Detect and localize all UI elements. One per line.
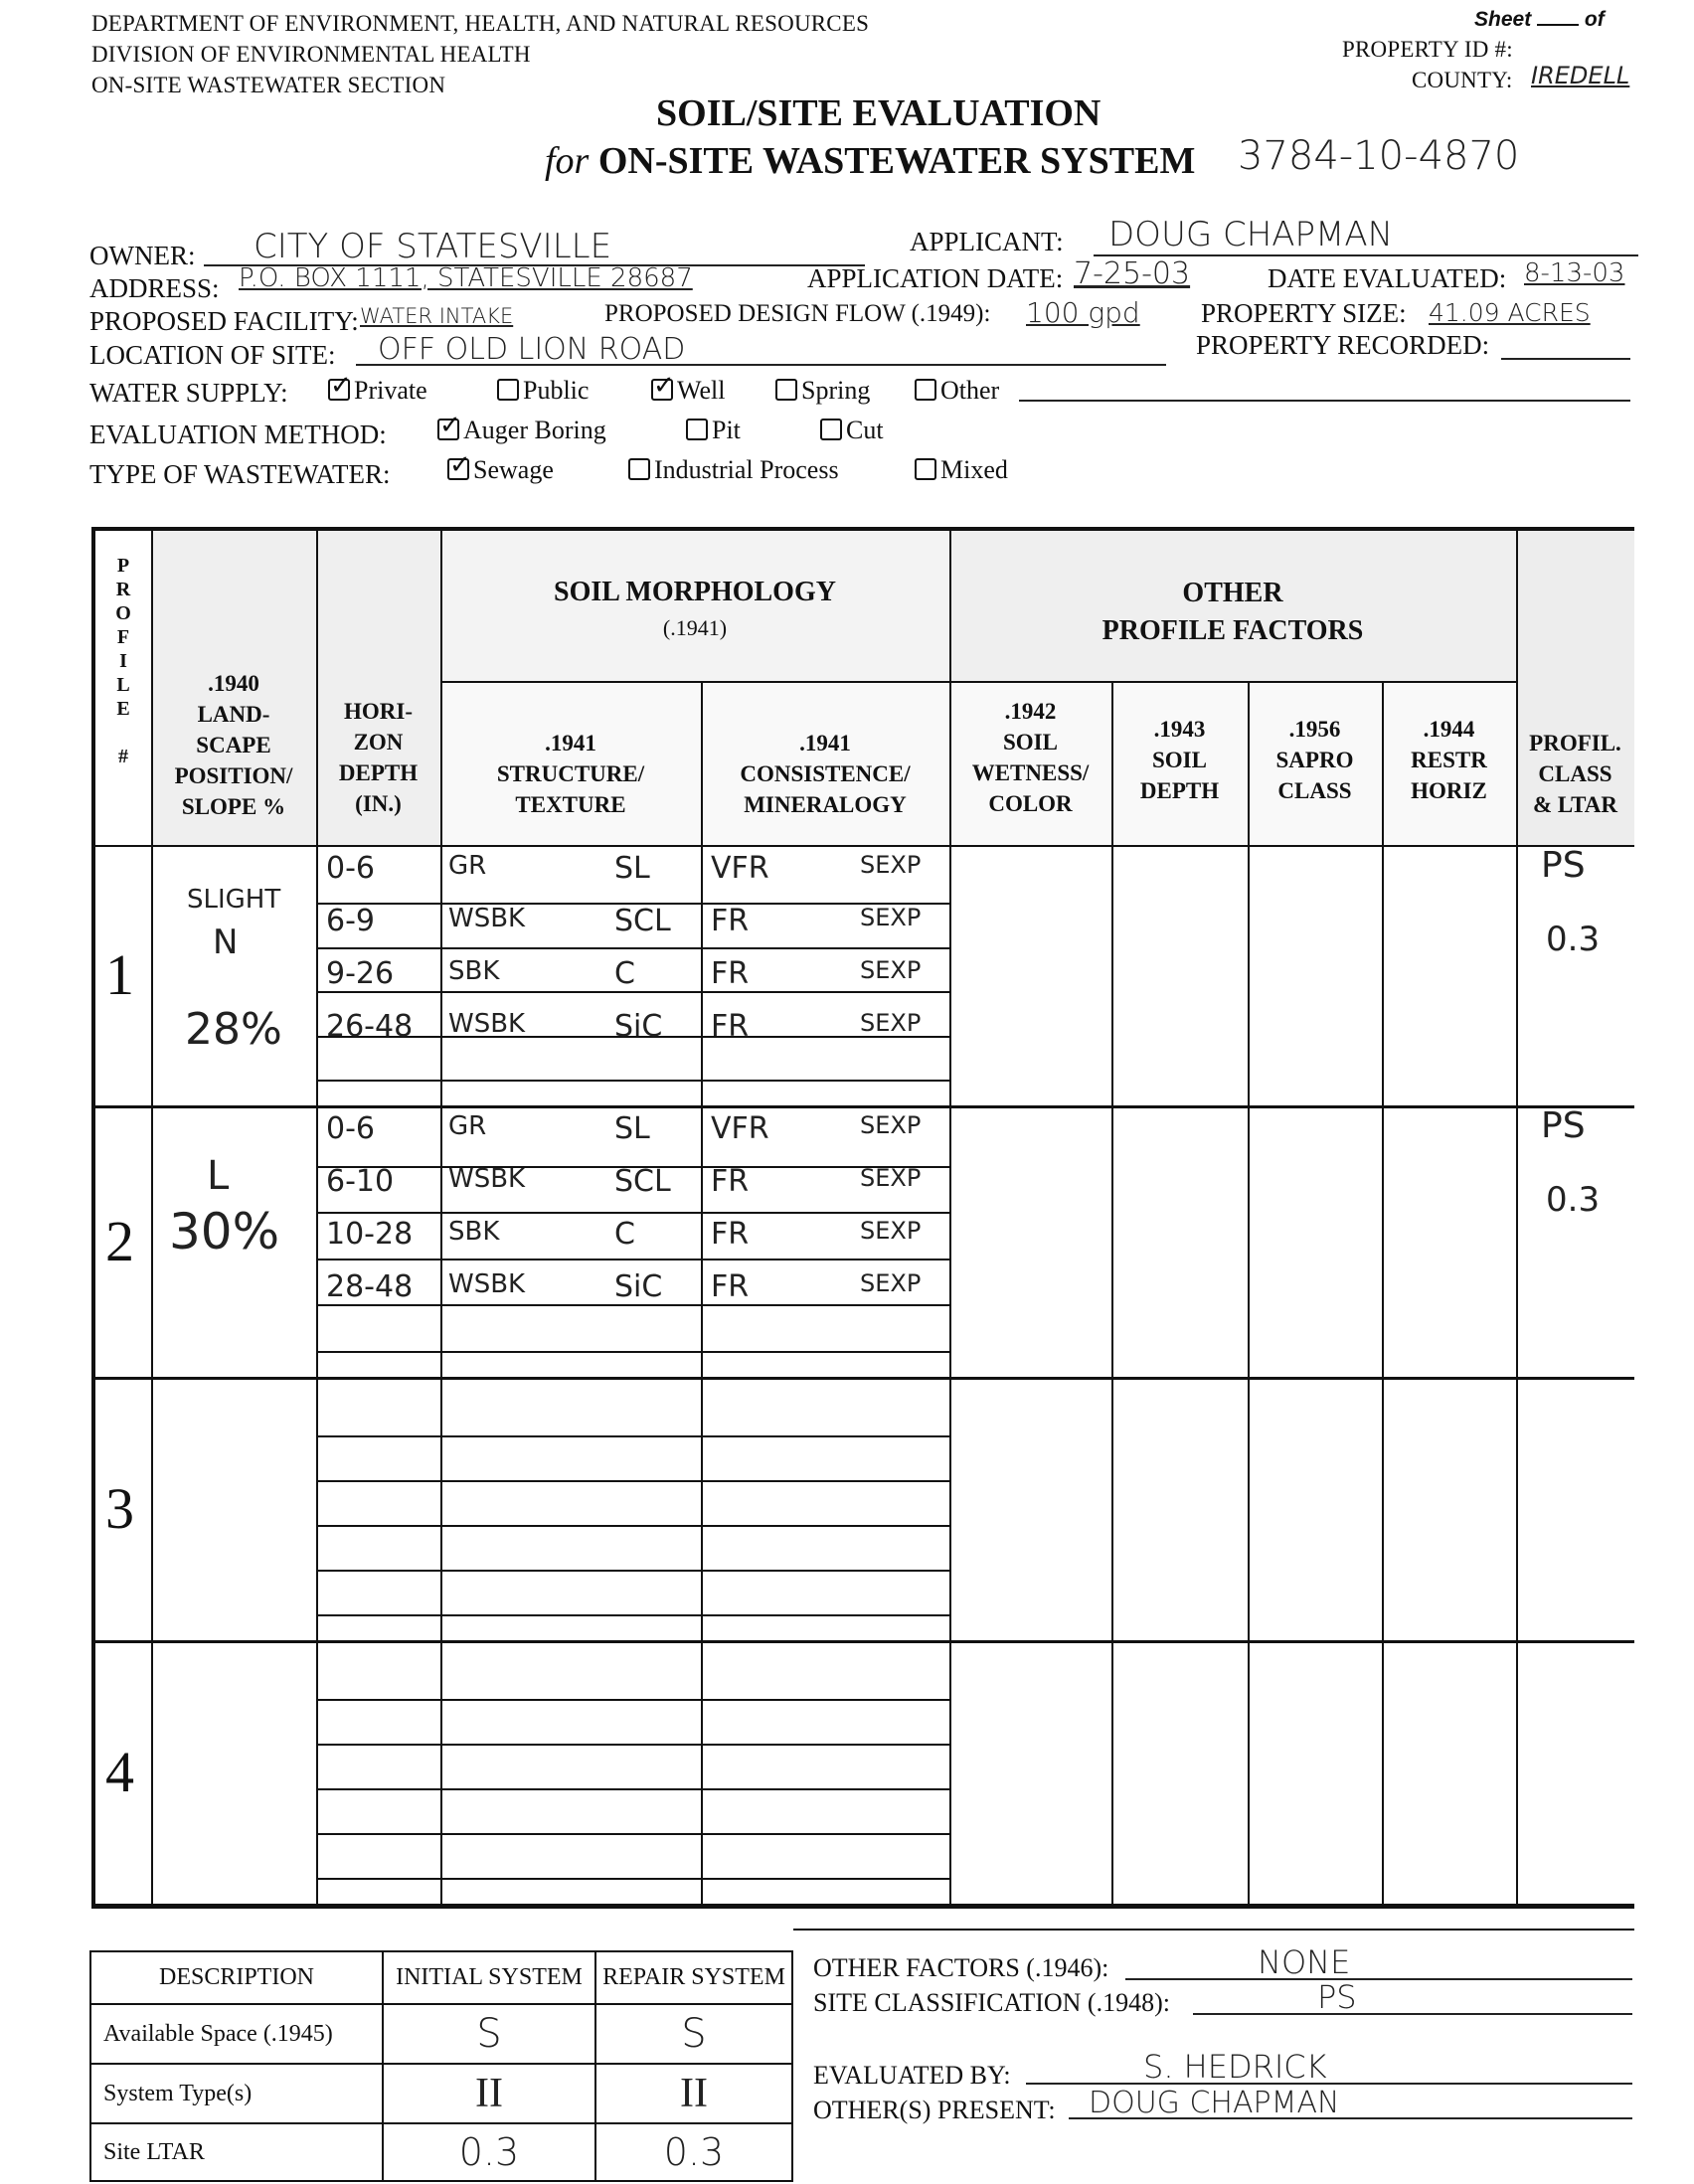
restr-horiz-header-line: HORIZ	[1411, 778, 1487, 803]
horizon-depth-value[interactable]: 28-48	[326, 1269, 414, 1304]
table-top-border	[91, 527, 1634, 531]
available-space-initial[interactable]: S	[383, 2004, 595, 2064]
structure-texture-header	[440, 728, 701, 820]
profile-class-ltar-header	[1516, 728, 1634, 820]
structure-value[interactable]: WSBK	[448, 1269, 526, 1299]
soil-wetness-header	[949, 696, 1111, 819]
owner-label: OWNER:	[89, 241, 196, 270]
evaluation-method-option[interactable]	[686, 416, 741, 445]
restr-horiz-header	[1382, 714, 1516, 806]
structure-value[interactable]: WSBK	[448, 1009, 526, 1039]
water-supply-option-label: Spring	[801, 376, 871, 405]
mineralogy-value[interactable]: SEXP	[860, 1111, 922, 1139]
evaluation-method-label: EVALUATION METHOD:	[89, 420, 387, 449]
soil-depth-header-line: SOIL	[1152, 748, 1207, 772]
horizon-depth-value[interactable]: 0-6	[326, 851, 375, 886]
owner-value[interactable]: CITY OF STATESVILLE	[254, 227, 612, 266]
wastewater-type-option-label: Industrial Process	[654, 455, 839, 484]
evaluated-by-value[interactable]: S. HEDRICK	[1143, 2048, 1327, 2086]
property-recorded-label: PROPERTY RECORDED:	[1196, 330, 1490, 360]
texture-value[interactable]: SCL	[614, 904, 671, 938]
soil-morphology-sub: (.1941)	[662, 615, 728, 640]
agency-block	[91, 8, 869, 100]
texture-value[interactable]: C	[614, 1217, 635, 1252]
evaluation-method-option[interactable]	[820, 416, 884, 445]
landscape-header-line: SLOPE %	[181, 794, 286, 819]
system-type-label: System Type(s)	[90, 2064, 383, 2123]
structure-value[interactable]: SBK	[448, 1217, 500, 1247]
soil-morphology-title: SOIL MORPHOLOGY	[554, 577, 836, 607]
mineralogy-value[interactable]: SEXP	[860, 956, 922, 984]
profile-number: 3	[105, 1475, 134, 1541]
column-divider	[1248, 681, 1250, 1904]
sheet-label: Sheet of	[1474, 8, 1605, 31]
dept-name: DEPARTMENT OF ENVIRONMENT, HEALTH, AND NATURAL RESOURCES	[91, 11, 870, 36]
profile-number: 2	[105, 1208, 134, 1273]
horizon-depth-value[interactable]: 9-26	[326, 956, 395, 991]
landscape-header	[151, 668, 316, 822]
horizon-row-line	[316, 1304, 949, 1306]
horizon-depth-value[interactable]: 26-48	[326, 1009, 414, 1044]
horizon-row-line	[316, 1614, 949, 1616]
structure-value[interactable]: GR	[448, 1111, 487, 1141]
application-date-label: APPLICATION DATE:	[807, 263, 1064, 293]
horizon-depth-value[interactable]: 0-6	[326, 1111, 375, 1146]
wastewater-type-option-label: Sewage	[473, 455, 554, 484]
address-label: ADDRESS:	[89, 273, 220, 303]
column-divider	[1111, 681, 1113, 1904]
profile-ltar-value[interactable]: 0.3	[1546, 1180, 1601, 1220]
structure-texture-header-line: .1941	[545, 731, 596, 756]
application-date-value[interactable]: 7-25-03	[1074, 256, 1191, 291]
wastewater-type-label: TYPE OF WASTEWATER:	[89, 459, 391, 489]
others-present-value[interactable]: DOUG CHAPMAN	[1089, 2086, 1340, 2120]
horizon-depth-header	[316, 696, 440, 819]
profile-separator	[91, 1640, 1634, 1643]
horizon-row-line	[316, 1570, 949, 1572]
site-ltar-label: Site LTAR	[90, 2123, 383, 2181]
horizon-row-line	[316, 1699, 949, 1701]
restr-horiz-header-line: RESTR	[1411, 748, 1487, 772]
checkbox-icon[interactable]	[775, 379, 797, 401]
consistence-value[interactable]: VFR	[711, 851, 769, 886]
consistence-value[interactable]: FR	[711, 1164, 750, 1199]
horizon-depth-header-line: (IN.)	[355, 791, 402, 816]
landscape-value[interactable]: 28%	[185, 1004, 282, 1055]
description-header: DESCRIPTION	[90, 1951, 383, 2004]
checkbox-icon[interactable]	[447, 458, 469, 480]
water-supply-option[interactable]	[775, 376, 870, 406]
consistence-mineralogy-header-line: CONSISTENCE/	[740, 761, 911, 786]
horizon-row-line	[316, 1435, 949, 1437]
consistence-value[interactable]: FR	[711, 1269, 750, 1304]
structure-value[interactable]: WSBK	[448, 904, 526, 933]
landscape-header-line: .1940	[208, 671, 259, 696]
structure-texture-header-line: STRUCTURE/	[496, 761, 645, 786]
water-supply-option[interactable]	[328, 376, 427, 406]
evaluation-method-option[interactable]	[437, 416, 606, 445]
profile-ltar-value[interactable]: 0.3	[1546, 920, 1601, 959]
profile-number-header	[95, 555, 151, 776]
wastewater-type-option[interactable]	[628, 455, 839, 485]
soil-wetness-header-line: COLOR	[988, 791, 1073, 816]
texture-value[interactable]: C	[614, 956, 635, 991]
system-summary-table	[89, 1950, 793, 2182]
horizon-row-line	[316, 1259, 949, 1260]
design-flow-value[interactable]: 100 gpd	[1026, 296, 1140, 329]
landscape-value[interactable]: SLIGHT	[187, 885, 281, 915]
wastewater-type-option[interactable]	[915, 455, 1008, 485]
horizon-row-line	[316, 1833, 949, 1835]
profile-header-text: PROFILE #	[112, 555, 134, 769]
horizon-row-line	[316, 1744, 949, 1746]
header-bottom-line	[91, 845, 1634, 847]
horizon-depth-header-line: DEPTH	[338, 760, 419, 785]
county-value[interactable]: IREDELL	[1531, 62, 1630, 89]
evaluation-method-option-label: Pit	[712, 416, 741, 444]
wastewater-type-option[interactable]	[447, 455, 554, 485]
checkbox-icon[interactable]	[497, 379, 519, 401]
horizon-row-line	[316, 1080, 949, 1082]
site-classification-value[interactable]: PS	[1317, 1978, 1357, 2016]
form-title: SOIL/SITE EVALUATION	[656, 92, 1101, 134]
consistence-value[interactable]: FR	[711, 1217, 750, 1252]
checkbox-icon[interactable]	[437, 419, 459, 440]
available-space-label: Available Space (.1945)	[90, 2004, 383, 2064]
consistence-value[interactable]: VFR	[711, 1111, 769, 1146]
horizon-row-line	[316, 991, 949, 993]
property-id-label: PROPERTY ID #:	[1342, 37, 1513, 62]
soil-wetness-header-line: SOIL	[1003, 730, 1058, 755]
applicant-value[interactable]: DOUG CHAPMAN	[1108, 215, 1394, 254]
landscape-value[interactable]: 30%	[169, 1203, 280, 1260]
section-name: ON-SITE WASTEWATER SECTION	[91, 73, 446, 97]
location-label: LOCATION OF SITE:	[89, 340, 336, 370]
profile-separator	[91, 1377, 1634, 1380]
profile-class-ltar-header-line: CLASS	[1538, 761, 1612, 786]
texture-value[interactable]: SiC	[614, 1269, 663, 1304]
landscape-header-line: SCAPE	[196, 733, 271, 757]
sapro-class-header	[1248, 714, 1382, 806]
column-divider	[1382, 681, 1384, 1904]
profile-class-value[interactable]: PS	[1541, 1105, 1586, 1146]
date-evaluated-label: DATE EVALUATED:	[1268, 263, 1507, 293]
soil-wetness-header-line: WETNESS/	[971, 760, 1090, 785]
evaluation-method-option-label: Auger Boring	[463, 416, 606, 444]
design-flow-label: PROPOSED DESIGN FLOW (.1949):	[604, 300, 991, 327]
site-ltar-initial[interactable]: 0.3	[383, 2123, 595, 2181]
sapro-class-header-line: .1956	[1288, 717, 1341, 742]
landscape-header-line: POSITION/	[174, 763, 293, 788]
other-header-line2: PROFILE FACTORS	[1101, 615, 1364, 646]
landscape-value[interactable]: L	[207, 1153, 230, 1199]
texture-value[interactable]: SCL	[614, 1164, 671, 1199]
texture-value[interactable]: SiC	[614, 1009, 663, 1044]
sapro-class-header-line: CLASS	[1277, 778, 1352, 803]
horizon-depth-value[interactable]: 10-28	[326, 1217, 414, 1252]
checkbox-icon[interactable]	[628, 458, 650, 480]
horizon-row-line	[316, 1480, 949, 1482]
horizon-row-line	[316, 1525, 949, 1527]
checkbox-icon[interactable]	[820, 419, 842, 440]
other-header-line1: OTHER	[1182, 578, 1283, 608]
water-supply-option[interactable]	[915, 376, 999, 406]
profile-separator	[91, 1105, 1634, 1108]
soil-wetness-header-line: .1942	[1004, 699, 1057, 724]
checkbox-icon[interactable]	[328, 379, 350, 401]
horizon-depth-value[interactable]: 6-9	[326, 904, 375, 938]
landscape-value[interactable]: N	[213, 923, 239, 962]
profile-class-ltar-header-line: & LTAR	[1533, 792, 1617, 817]
other-factors-value[interactable]: NONE	[1258, 1943, 1351, 1981]
water-supply-option-label: Other	[940, 376, 1000, 405]
facility-value[interactable]: WATER INTAKE	[360, 304, 514, 328]
mineralogy-value[interactable]: SEXP	[860, 1009, 922, 1037]
mineralogy-value[interactable]: SEXP	[860, 904, 922, 931]
bottom-divider	[793, 1929, 1634, 1931]
facility-label: PROPOSED FACILITY:	[89, 306, 359, 336]
other-profile-factors-header	[949, 575, 1516, 650]
structure-value[interactable]: WSBK	[448, 1164, 526, 1194]
division-name: DIVISION OF ENVIRONMENTAL HEALTH	[91, 42, 531, 67]
profile-class-value[interactable]: PS	[1541, 845, 1586, 886]
horizon-row-line	[316, 1788, 949, 1790]
property-size-value[interactable]: 41.09 ACRES	[1429, 298, 1591, 327]
horizon-row-line	[316, 1878, 949, 1880]
water-supply-option-label: Public	[523, 376, 590, 405]
checkbox-icon[interactable]	[651, 379, 673, 401]
county-label: COUNTY:	[1412, 68, 1513, 92]
horizon-depth-value[interactable]: 6-10	[326, 1164, 395, 1199]
mineralogy-value[interactable]: SEXP	[860, 1269, 922, 1297]
soil-morphology-header	[440, 575, 949, 646]
water-supply-label: WATER SUPPLY:	[89, 378, 288, 408]
available-space-repair[interactable]: S	[595, 2004, 792, 2064]
profile-number: 4	[105, 1739, 134, 1804]
horizon-row-line	[316, 1212, 949, 1214]
property-size-label: PROPERTY SIZE:	[1201, 298, 1407, 328]
structure-value[interactable]: SBK	[448, 956, 500, 986]
site-ltar-repair[interactable]: 0.3	[595, 2123, 792, 2181]
soil-depth-header	[1111, 714, 1248, 806]
column-divider	[701, 681, 703, 1904]
water-supply-option[interactable]	[651, 376, 725, 406]
horizon-depth-header-line: ZON	[353, 730, 404, 755]
initial-system-header: INITIAL SYSTEM	[383, 1951, 595, 2004]
horizon-row-line	[316, 1351, 949, 1353]
consistence-value[interactable]: FR	[711, 1009, 750, 1044]
structure-texture-header-line: TEXTURE	[515, 792, 626, 817]
repair-system-header: REPAIR SYSTEM	[595, 1951, 792, 2004]
texture-value[interactable]: SL	[614, 1111, 650, 1146]
address-value[interactable]: P.O. BOX 1111, STATESVILLE 28687	[239, 263, 693, 293]
soil-depth-header-line: DEPTH	[1139, 778, 1220, 803]
system-type-initial[interactable]: II	[383, 2064, 595, 2123]
water-supply-option[interactable]	[497, 376, 589, 406]
sapro-class-header-line: SAPRO	[1275, 748, 1354, 772]
horizon-depth-header-line: HORI-	[344, 699, 413, 724]
mineralogy-value[interactable]: SEXP	[860, 1217, 922, 1245]
consistence-value[interactable]: FR	[711, 956, 750, 991]
consistence-mineralogy-header-line: MINERALOGY	[744, 792, 907, 817]
water-supply-option-label: Private	[354, 376, 427, 405]
profile-separator	[91, 1904, 1634, 1907]
others-present-label: OTHER(S) PRESENT:	[813, 2096, 1056, 2124]
evaluation-method-option-label: Cut	[846, 416, 884, 444]
mineralogy-value[interactable]: SEXP	[860, 1164, 922, 1192]
soil-depth-header-line: .1943	[1153, 717, 1206, 742]
landscape-header-line: LAND-	[197, 702, 270, 727]
texture-value[interactable]: SL	[614, 851, 650, 886]
consistence-mineralogy-header-line: .1941	[799, 731, 851, 756]
profile-class-ltar-header-line: PROFIL.	[1529, 731, 1621, 756]
checkbox-icon[interactable]	[686, 419, 708, 440]
date-evaluated-value[interactable]: 8-13-03	[1524, 258, 1625, 288]
site-classification-label: SITE CLASSIFICATION (.1948):	[813, 1988, 1170, 2017]
checkbox-icon[interactable]	[915, 379, 936, 401]
checkbox-icon[interactable]	[915, 458, 936, 480]
structure-value[interactable]: GR	[448, 851, 487, 881]
horizon-row-line	[316, 947, 949, 949]
consistence-value[interactable]: FR	[711, 904, 750, 938]
property-id-number[interactable]: 3784-10-4870	[1238, 133, 1520, 179]
location-value[interactable]: OFF OLD LION ROAD	[378, 332, 686, 367]
evaluated-by-label: EVALUATED BY:	[813, 2061, 1011, 2090]
restr-horiz-header-line: .1944	[1423, 717, 1475, 742]
form-subtitle: for ON-SITE WASTEWATER SYSTEM	[545, 140, 1196, 182]
water-supply-option-label: Well	[677, 376, 726, 405]
applicant-label: APPLICANT:	[910, 227, 1064, 256]
system-type-repair[interactable]: II	[595, 2064, 792, 2123]
mineralogy-value[interactable]: SEXP	[860, 851, 922, 879]
profile-number: 1	[105, 942, 134, 1007]
wastewater-type-option-label: Mixed	[940, 455, 1008, 484]
header-subline	[440, 681, 1516, 683]
consistence-mineralogy-header	[701, 728, 949, 820]
other-factors-label: OTHER FACTORS (.1946):	[813, 1953, 1109, 1982]
